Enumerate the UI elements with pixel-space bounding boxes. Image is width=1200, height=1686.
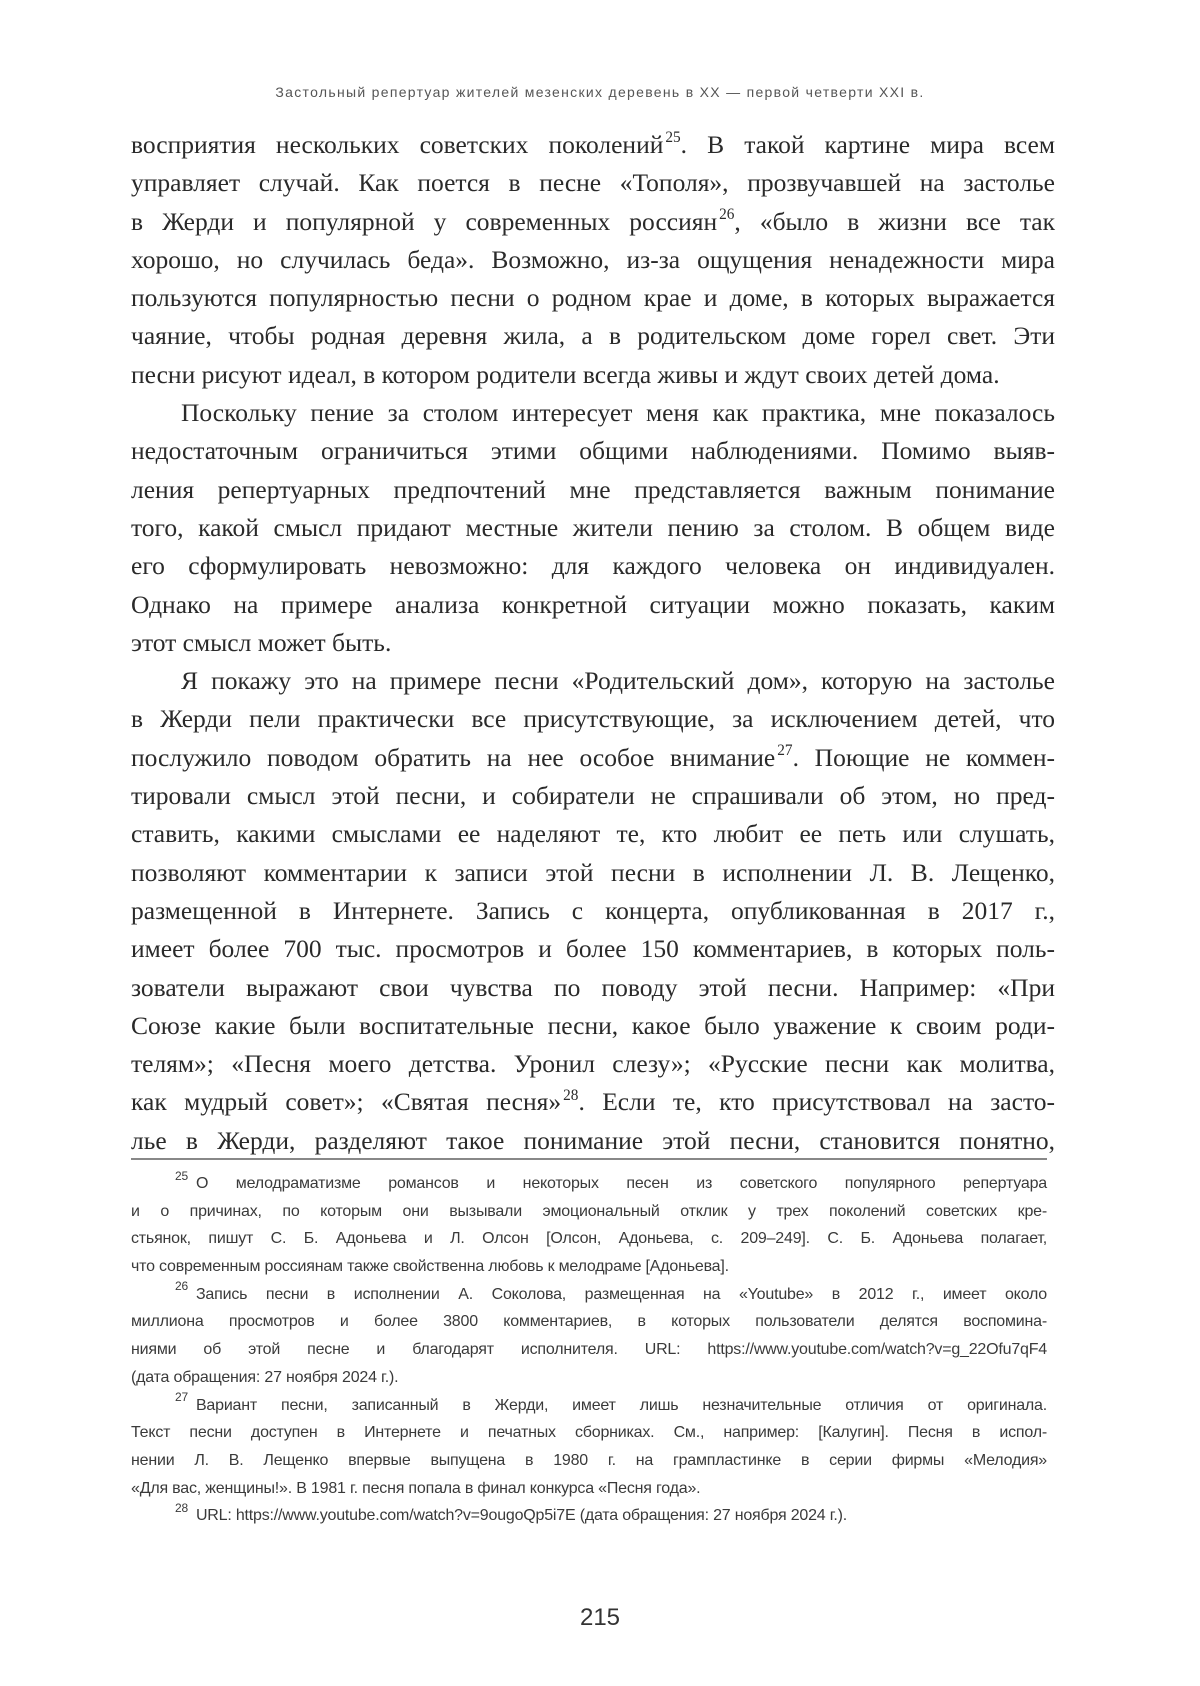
text-line [131, 1281, 1047, 1309]
text-segment: в Жерди и популярной у современных россиян [131, 207, 717, 236]
text-line [131, 1392, 1047, 1420]
text-line [131, 700, 1055, 738]
paragraph [131, 394, 1055, 662]
text-segment: позволяют комментарии к записи этой песни в исполнении Л. В. Лещенко, [131, 858, 1055, 887]
text-segment: Поскольку пение за столом интересует меня как практика, мне показалось [181, 398, 1055, 427]
text-line [131, 969, 1055, 1007]
footnote-marker: 25 [175, 1169, 188, 1183]
text-line [131, 1475, 1047, 1503]
text-line [131, 356, 1055, 394]
text-segment: . Поющие не коммен- [793, 743, 1055, 772]
text-line [131, 1364, 1047, 1392]
text-line [131, 394, 1055, 432]
text-segment: его сформулировать невозможно: для каждого человека он индивидуален. [131, 551, 1055, 580]
main-text [131, 126, 1055, 1160]
text-line [131, 1253, 1047, 1281]
footnote-marker: 28 [563, 1087, 578, 1104]
text-line [131, 203, 1055, 241]
text-segment: «Для вас, женщины!». В 1981 г. песня попала в финал конкурса «Песня года». [131, 1480, 700, 1497]
text-line [131, 1170, 1047, 1198]
text-line [131, 1336, 1047, 1364]
text-segment: О мелодраматизме романсов и некоторых песен из советского популярного репертуара [196, 1175, 1047, 1192]
text-segment: недостаточным ограничиться этими общими наблюдениями. Помимо выяв- [131, 436, 1055, 465]
paragraph [131, 126, 1055, 394]
text-segment: как мудрый совет»; «Святая песня» [131, 1087, 561, 1116]
text-line [131, 432, 1055, 470]
footnote-marker: 28 [175, 1501, 188, 1515]
text-line [131, 317, 1055, 355]
footnote-marker: 27 [175, 1390, 188, 1404]
text-segment: пользуются популярностью песни о родном крае и доме, в которых выражается [131, 283, 1055, 312]
footnote-marker: 25 [665, 129, 680, 146]
footnote-marker: 27 [777, 742, 792, 759]
text-line [131, 509, 1055, 547]
paragraph [131, 662, 1055, 1160]
text-segment: . Если те, кто присутствовал на засто- [578, 1087, 1055, 1116]
text-line [131, 1122, 1055, 1160]
footnote-marker: 26 [719, 206, 734, 223]
text-segment: этот смысл может быть. [131, 628, 391, 657]
text-segment: тировали смысл этой песни, и собиратели не спрашивали об этом, но пред- [131, 781, 1055, 810]
text-segment: песни рисуют идеал, в котором родители всегда живы и ждут своих детей дома. [131, 360, 1000, 389]
text-line [131, 892, 1055, 930]
text-line [131, 1308, 1047, 1336]
text-segment: ставить, какими смыслами ее наделяют те, кто любит ее петь или слушать, [131, 819, 1055, 848]
text-segment: (дата обращения: 27 ноября 2024 г.). [131, 1369, 398, 1386]
text-segment: Текст песни доступен в Интернете и печатных сборниках. См., например: [Калугин]. Песня в испол- [131, 1424, 1047, 1441]
text-line [131, 815, 1055, 853]
text-line [131, 1198, 1047, 1226]
text-segment: того, какой смысл придают местные жители пению за столом. В общем виде [131, 513, 1055, 542]
text-line [131, 1045, 1055, 1083]
footnote [131, 1170, 1047, 1281]
text-segment: миллиона просмотров и более 3800 комментариев, в которых пользователи делятся воспомина- [131, 1313, 1047, 1330]
text-line [131, 624, 1055, 662]
text-line [131, 1502, 1047, 1530]
text-line [131, 471, 1055, 509]
text-line [131, 930, 1055, 968]
footnote [131, 1281, 1047, 1392]
text-line [131, 1007, 1055, 1045]
text-line [131, 854, 1055, 892]
text-line [131, 1225, 1047, 1253]
text-line [131, 279, 1055, 317]
text-segment: имеет более 700 тыс. просмотров и более 150 комментариев, в которых поль- [131, 934, 1055, 963]
footnotes [131, 1170, 1047, 1530]
text-line [131, 1419, 1047, 1447]
text-segment: стьянок, пишут С. Б. Адоньева и Л. Олсон [Олсон, Адоньева, с. 209–249]. С. Б. Адоньева полагает, [131, 1230, 1047, 1247]
footnote [131, 1502, 1047, 1530]
text-segment: Запись песни в исполнении А. Соколова, размещенная на «Youtube» в 2012 г., имеет около [196, 1286, 1047, 1303]
text-segment: и о причинах, по которым они вызывали эмоциональный отклик у трех поколений советских кре- [131, 1203, 1047, 1220]
text-line [131, 241, 1055, 279]
text-line [131, 777, 1055, 815]
text-segment: Вариант песни, записанный в Жерди, имеет лишь незначительные отличия от оригинала. [196, 1397, 1047, 1414]
text-segment: ления репертуарных предпочтений мне представляется важным понимание [131, 475, 1055, 504]
footnote [131, 1392, 1047, 1503]
text-segment: телям»; «Песня моего детства. Уронил слезу»; «Русские песни как молитва, [131, 1049, 1055, 1078]
footnote-divider [131, 1158, 1047, 1160]
text-segment: лье в Жерди, разделяют такое понимание этой песни, становится понятно, [131, 1126, 1055, 1155]
text-line [131, 662, 1055, 700]
text-segment: URL: https://www.youtube.com/watch?v=9ougoQp5i7E (дата обращения: 27 ноября 2024 г.). [196, 1507, 847, 1524]
footnote-marker: 26 [175, 1279, 188, 1293]
text-segment: , «было в жизни все так [734, 207, 1055, 236]
text-segment: нении Л. В. Лещенко впервые выпущена в 1980 г. на грампластинке в серии фирмы «Мелодия» [131, 1452, 1047, 1469]
text-segment: зователи выражают свои чувства по поводу этой песни. Например: «При [131, 973, 1055, 1002]
text-segment: что современным россиянам также свойственна любовь к мелодраме [Адоньева]. [131, 1258, 729, 1275]
text-segment: чаяние, чтобы родная деревня жила, а в родительском доме горел свет. Эти [131, 321, 1055, 350]
text-segment: хорошо, но случилась беда». Возможно, из-за ощущения ненадежности мира [131, 245, 1055, 274]
text-segment: Я покажу это на примере песни «Родительский дом», которую на застолье [181, 666, 1055, 695]
text-segment: восприятия нескольких советских поколений [131, 130, 663, 159]
running-header: Застольный репертуар жителей мезенских деревень в XX — первой четверти XXI в. [0, 84, 1200, 100]
text-line [131, 586, 1055, 624]
text-segment: Союзе какие были воспитательные песни, какое было уважение к своим роди- [131, 1011, 1055, 1040]
text-segment: управляет случай. Как поется в песне «Тополя», прозвучавшей на застолье [131, 168, 1055, 197]
page-number: 215 [0, 1604, 1200, 1632]
text-segment: послужило поводом обратить на нее особое внимание [131, 743, 775, 772]
text-segment: размещенной в Интернете. Запись с концерта, опубликованная в 2017 г., [131, 896, 1055, 925]
text-line [131, 164, 1055, 202]
text-segment: . В такой картине мира всем [681, 130, 1055, 159]
text-line [131, 739, 1055, 777]
text-segment: Однако на примере анализа конкретной ситуации можно показать, каким [131, 590, 1055, 619]
text-line [131, 547, 1055, 585]
text-segment: ниями об этой песне и благодарят исполнителя. URL: https://www.youtube.com/watch?v=g_22Ofu7qF4 [131, 1341, 1047, 1358]
text-line [131, 1083, 1055, 1121]
text-line [131, 126, 1055, 164]
text-line [131, 1447, 1047, 1475]
text-segment: в Жерди пели практически все присутствующие, за исключением детей, что [131, 704, 1055, 733]
